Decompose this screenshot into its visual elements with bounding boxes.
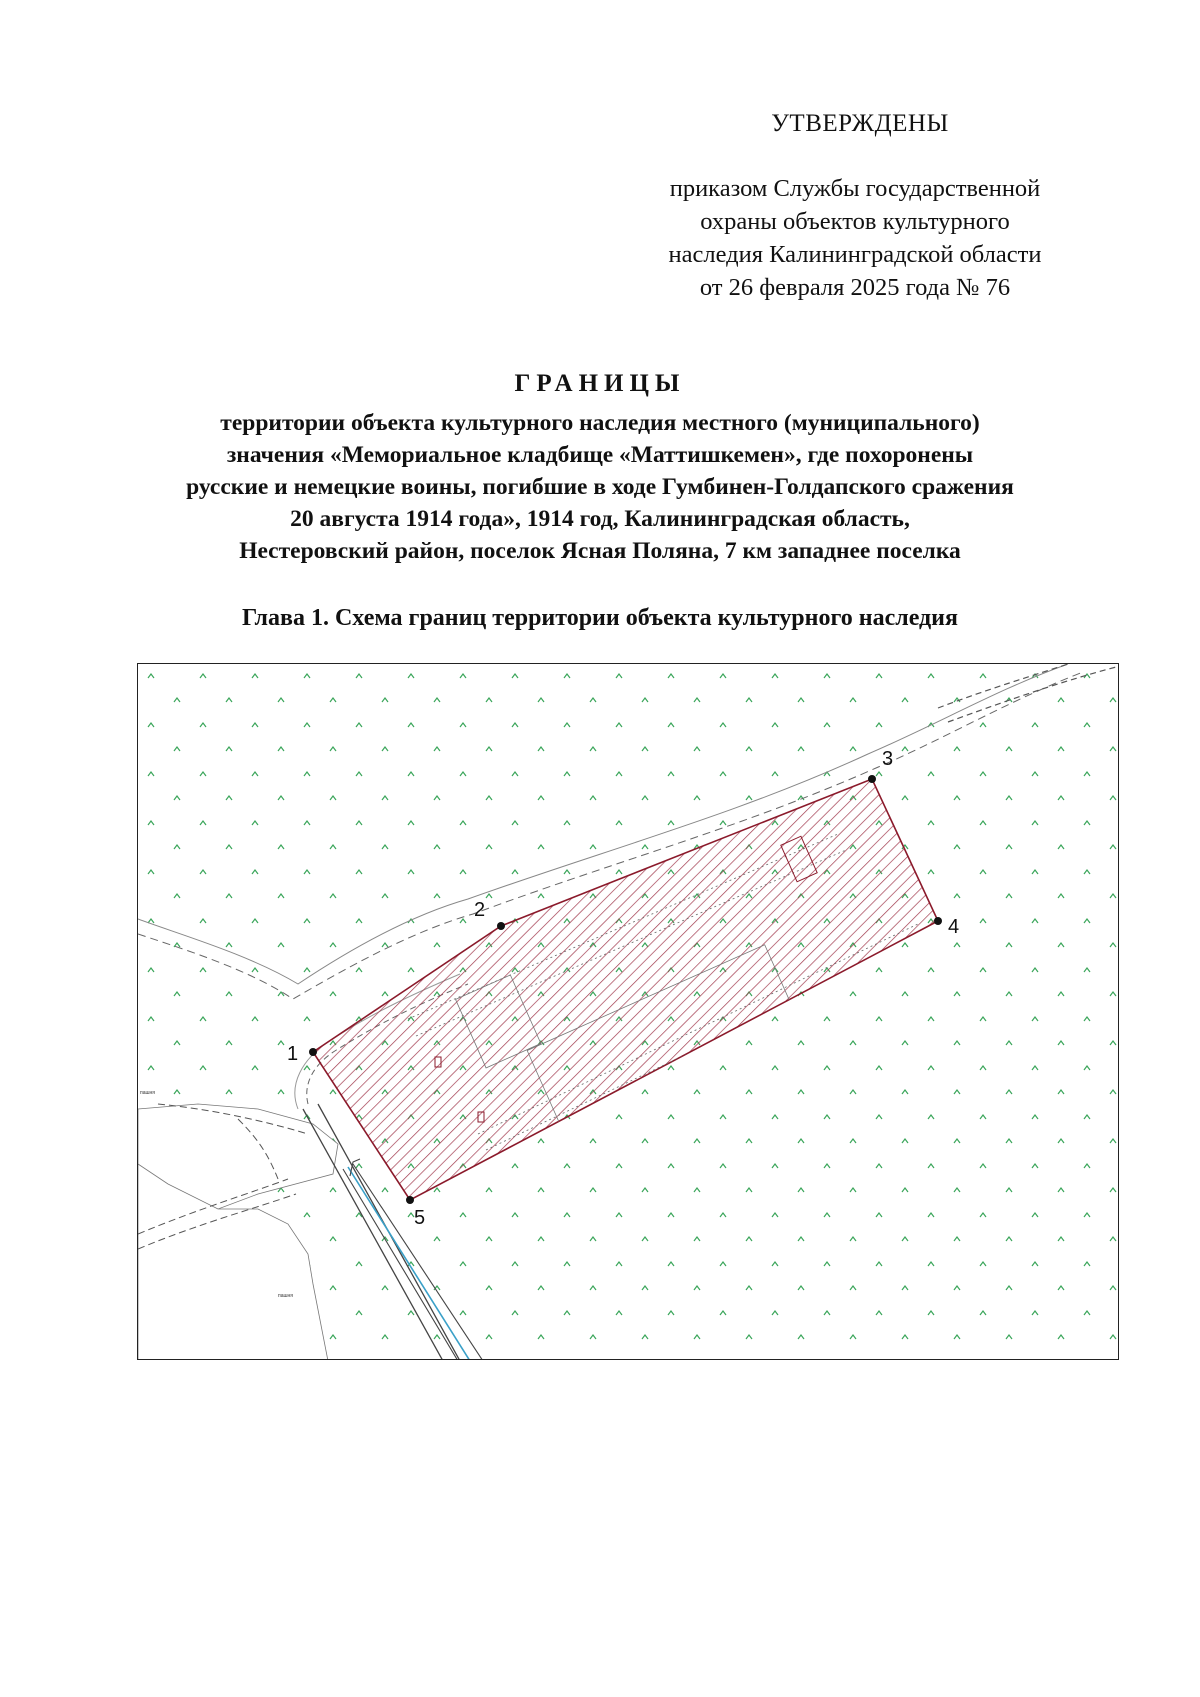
approval-line: приказом Службы государственной xyxy=(669,175,1041,202)
boundary-point-label: 5 xyxy=(414,1207,426,1229)
chapter-title: Глава 1. Схема границ территории объекта культурного наследия xyxy=(241,605,958,631)
subheading-line: Нестеровский район, поселок Ясная Поляна, 7 км западнее поселка xyxy=(239,538,961,564)
document-subheading xyxy=(50,407,1150,567)
subheading-line: территории объекта культурного наследия местного (муниципального) xyxy=(220,410,980,436)
boundary-point-marker xyxy=(934,917,942,925)
boundary-point-label: 4 xyxy=(948,916,960,938)
subheading-line: русские и немецкие воины, погибшие в ходе Гумбинен-Голдапского сражения xyxy=(186,474,1014,500)
boundary-point-marker xyxy=(309,1048,317,1056)
map-canvas xyxy=(138,664,1119,1360)
approval-block xyxy=(615,172,1095,304)
boundary-point-marker xyxy=(497,922,505,930)
approval-line: охраны объектов культурного xyxy=(700,208,1010,235)
boundary-point-label: 3 xyxy=(882,748,894,770)
boundary-point-marker xyxy=(406,1196,414,1204)
boundary-point-label: 1 xyxy=(287,1043,299,1065)
field-label: пашня xyxy=(278,1293,293,1299)
approval-line: наследия Калининградской области xyxy=(668,241,1042,268)
field-label: пашня xyxy=(140,1090,155,1096)
subheading-line: 20 августа 1914 года», 1914 год, Калининградская область, xyxy=(290,506,910,532)
boundary-map xyxy=(137,663,1119,1360)
document-heading: ГРАНИЦЫ xyxy=(514,370,686,397)
boundary-point-label: 2 xyxy=(474,899,486,921)
subheading-line: значения «Мемориальное кладбище «Маттишкемен», где похоронены xyxy=(226,442,974,468)
boundary-point-marker xyxy=(868,775,876,783)
approval-title: УТВЕРЖДЕНЫ xyxy=(771,110,949,137)
approval-line: от 26 февраля 2025 года № 76 xyxy=(699,274,1011,301)
